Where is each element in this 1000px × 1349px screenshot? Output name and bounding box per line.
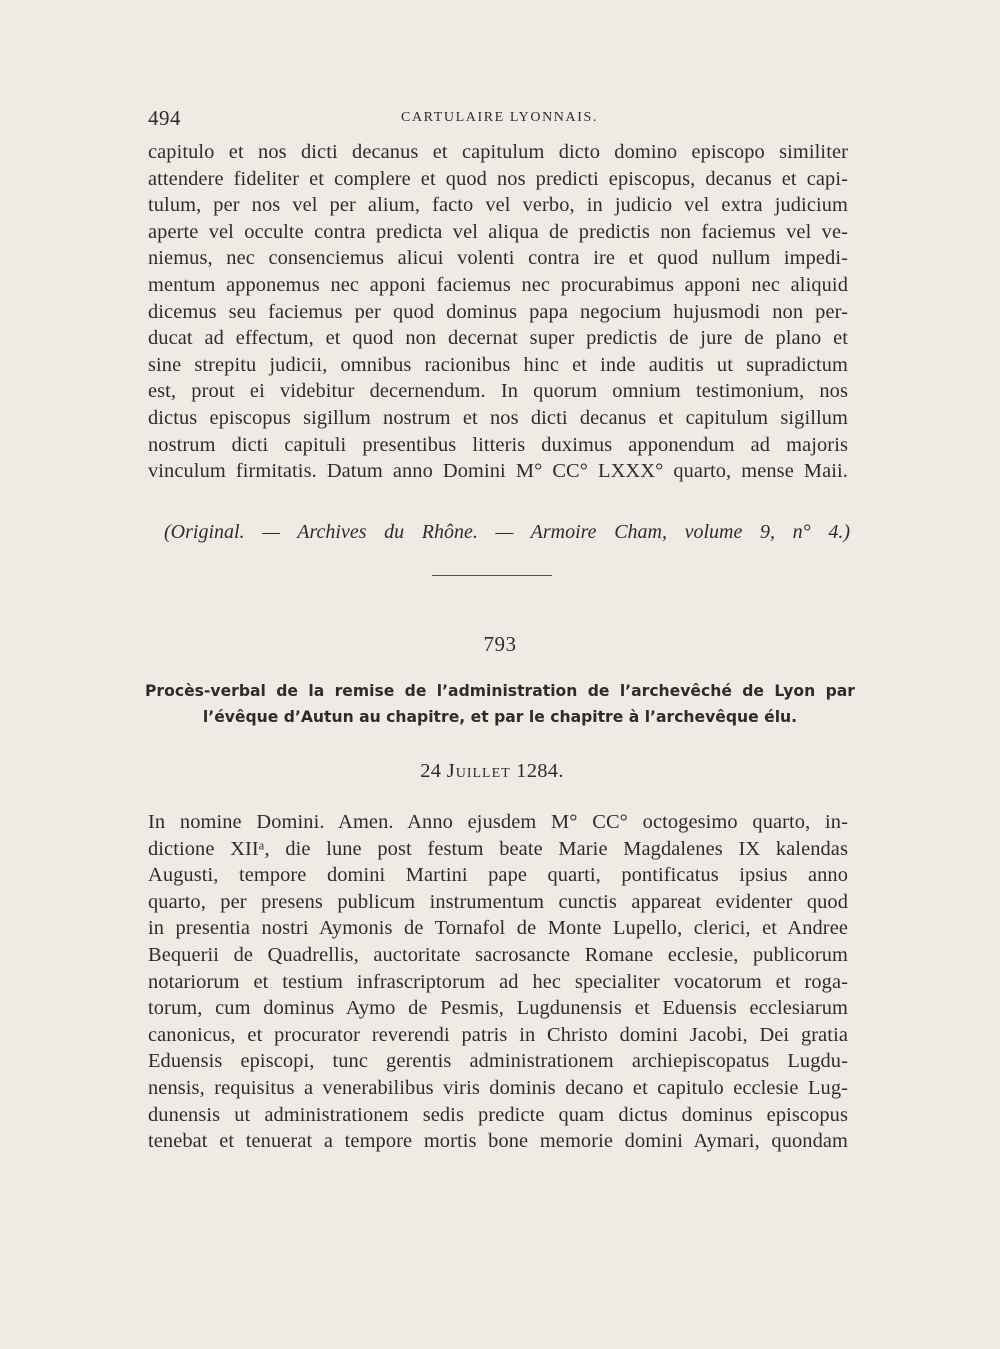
text-line: vinculum firmitatis. Datum anno Domini M° CC° LXXX° quarto, mense Maii. xyxy=(148,460,848,483)
charter-date xyxy=(0,760,984,783)
text-line: Bequerii de Quadrellis, auctoritate sacrosancte Romane ecclesie, publicorum xyxy=(148,943,848,966)
running-title: CARTULAIRE LYONNAIS. xyxy=(401,110,598,125)
source-note: (Original. — Archives du Rhône. — Armoire Cham, volume 9, n° 4.) xyxy=(164,521,850,543)
text-line: Augusti, tempore domini Martini pape quarti, pontificatus ipsius anno xyxy=(148,864,848,887)
text-line: tulum, per nos vel per alium, facto vel verbo, in judicio vel extra judicium xyxy=(148,194,848,217)
text-line: est, prout ei videbitur decernendum. In quorum omnium testimonium, nos xyxy=(148,380,848,403)
text-line: in presentia nostri Aymonis de Tornafol de Monte Lupello, clerici, et Andree xyxy=(148,917,848,940)
charter-heading-line: Procès-verbal de la remise de l’administration de l’archevêché de Lyon par xyxy=(145,682,855,700)
text-line: aperte vel occulte contra predicta vel aliqua de predictis non faciemus vel ve- xyxy=(148,220,848,243)
charter-heading-line: l’évêque d’Autun au chapitre, et par le chapitre à l’archevêque élu. xyxy=(202,708,798,726)
text-line: mentum apponemus nec apponi faciemus nec procurabimus apponi nec aliquid xyxy=(148,273,848,296)
charter-heading xyxy=(145,678,855,730)
text-line: ducat ad effectum, et quod non decernat super predictis de jure de plano et xyxy=(148,327,848,350)
charter-text xyxy=(148,809,848,1155)
text-line: notariorum et testium infrascriptorum ad hec specialiter vocatorum et roga- xyxy=(148,970,848,993)
section-divider xyxy=(432,575,552,576)
charter-number: 793 xyxy=(483,632,517,656)
text-line: capitulo et nos dicti decanus et capitulum dicto domino episcopo similiter xyxy=(148,141,848,163)
text-line: quarto, per presens publicum instrumentum cunctis appareat evidenter quod xyxy=(148,890,848,913)
running-head xyxy=(148,106,848,136)
text-line: In nomine Domini. Amen. Anno ejusdem M° CC° octogesimo quarto, in- xyxy=(148,811,848,833)
text-line: dictione XIIᵃ, die lune post festum beate Marie Magdalenes IX kalendas xyxy=(148,837,848,860)
text-line: nensis, requisitus a venerabilibus viris dominis decano et capitulo ecclesie Lug- xyxy=(148,1076,848,1099)
text-line: Eduensis episcopi, tunc gerentis administrationem archiepiscopatus Lugdu- xyxy=(148,1050,848,1073)
text-line: dictus episcopus sigillum nostrum et nos dicti decanus et capitulum sigillum xyxy=(148,406,848,429)
charter-date-month: Juillet xyxy=(446,760,511,782)
text-line: sine strepitu judicii, omnibus racionibus hinc et inde auditis ut supradictum xyxy=(148,353,848,376)
text-line: dicemus seu faciemus per quod dominus papa negocium hujusmodi non per- xyxy=(148,300,848,323)
text-line: attendere fideliter et complere et quod nos predicti episcopus, decanus et capi- xyxy=(148,167,848,190)
text-line: torum, cum dominus Aymo de Pesmis, Lugdunensis et Eduensis ecclesiarum xyxy=(148,997,848,1020)
charter-date-day: 24 xyxy=(420,760,442,782)
page-number: 494 xyxy=(148,106,181,130)
preceding-charter-text xyxy=(148,139,848,485)
text-line: dunensis ut administrationem sedis predicte quam dictus dominus episcopus xyxy=(148,1103,848,1126)
text-line: canonicus, et procurator reverendi patris in Christo domini Jacobi, Dei gratia xyxy=(148,1023,848,1046)
text-line: nostrum dicti capituli presentibus litteris duximus apponendum ad majoris xyxy=(148,433,848,456)
text-line: niemus, nec consenciemus alicui volenti contra ire et quod nullum impedi- xyxy=(148,247,848,270)
charter-date-year: 1284. xyxy=(516,760,564,782)
text-line: tenebat et tenuerat a tempore mortis bone memorie domini Aymari, quondam xyxy=(148,1130,848,1153)
